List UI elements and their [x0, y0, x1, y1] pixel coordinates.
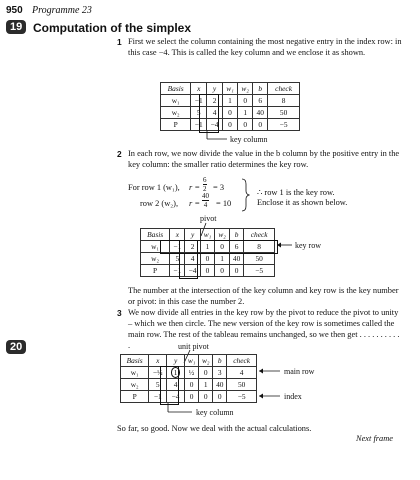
table-cell: 2	[207, 95, 223, 107]
table-cell: −½	[149, 367, 167, 379]
header-cell: w₂	[238, 83, 253, 95]
table-cell: ½	[184, 367, 198, 379]
header-cell: check	[268, 83, 300, 95]
ratio-r: r =	[189, 199, 201, 208]
key-column-pointer	[199, 130, 229, 144]
main-row-arrow	[258, 366, 282, 376]
header-cell: Basis	[121, 355, 149, 367]
simplex-table-3	[120, 354, 257, 403]
header-cell: w₁	[222, 83, 237, 95]
table-cell: P	[141, 265, 170, 277]
header-cell: y	[185, 229, 200, 241]
step3-text: We now divide all entries in the key row by the pivot to reduce the pivot to unity – which we then circle. The new version of the key row is sometimes called the main row. The rest of the tableau remains unchanged, so we then get . . . . . . . . . . .	[128, 308, 400, 350]
ratio-brace	[240, 178, 250, 212]
table-cell: 40	[213, 379, 227, 391]
index-row-label: index	[284, 392, 302, 401]
key-row-arrow	[276, 240, 294, 250]
table-row	[141, 265, 275, 277]
table-cell: w₂	[121, 379, 149, 391]
table-cell: −5	[244, 265, 275, 277]
table-cell: 4	[227, 367, 257, 379]
table-cell: P	[161, 119, 191, 131]
table-cell: 1	[238, 107, 253, 119]
table-cell: 3	[213, 367, 227, 379]
table-cell: w₁	[141, 241, 170, 253]
header-cell: b	[229, 229, 243, 241]
table-cell: 0	[215, 241, 230, 253]
table-cell: 5	[170, 253, 185, 265]
header-cell: Basis	[161, 83, 191, 95]
table-cell: 0	[184, 379, 198, 391]
table-cell: 6	[229, 241, 243, 253]
table-cell: 1	[215, 253, 230, 265]
header-cell: y	[167, 355, 185, 367]
table-cell: 0	[253, 119, 268, 131]
table-cell: P	[121, 391, 149, 403]
table-row	[161, 95, 300, 107]
ratio-row2-label: row 2 (w₂),	[140, 199, 179, 208]
table-cell: w₁	[161, 95, 191, 107]
table-cell: w₂	[141, 253, 170, 265]
header-cell: b	[253, 83, 268, 95]
table-cell: 40	[253, 107, 268, 119]
table-cell: −1	[170, 241, 185, 253]
section-title: Computation of the simplex	[33, 21, 192, 35]
frame-number-badge: 19	[6, 20, 26, 34]
closing-text: So far, so good. Now we deal with the actual calculations.	[117, 424, 312, 433]
table-cell: 1	[222, 95, 237, 107]
pivot-label: pivot	[200, 214, 217, 223]
header-cell: x	[191, 83, 207, 95]
table-cell: 1	[200, 241, 215, 253]
programme-title: Programme 23	[32, 5, 92, 16]
index-row-arrow	[258, 391, 282, 401]
ratio-row1-result: = 3	[213, 183, 225, 192]
next-frame-label: Next frame	[356, 434, 393, 443]
header-cell: x	[149, 355, 167, 367]
table-cell: w₂	[161, 107, 191, 119]
header-cell: x	[170, 229, 185, 241]
header-cell: check	[244, 229, 275, 241]
key-column-pointer	[160, 403, 194, 417]
header-cell: w₂	[199, 355, 213, 367]
header-cell: w₂	[215, 229, 230, 241]
key-row-label: key row	[295, 241, 321, 250]
table-row	[121, 379, 257, 391]
table-cell: 0	[200, 253, 215, 265]
table-row	[141, 253, 275, 265]
table-cell: −4	[167, 391, 185, 403]
pivot-explanation: The number at the intersection of the key column and key row is the key number or pivot: in this case the number 2.	[128, 286, 399, 306]
key-row-conclusion: ∴ row 1 is the key row.	[257, 188, 335, 197]
table-row	[161, 107, 300, 119]
table-cell: 50	[268, 107, 300, 119]
table-cell: w₁	[121, 367, 149, 379]
unit-pivot-label: unit pivot	[178, 342, 209, 351]
table-cell: −1	[170, 265, 185, 277]
header-cell: b	[213, 355, 227, 367]
table-cell: −5	[227, 391, 257, 403]
table-cell: 0	[199, 391, 213, 403]
table-cell: −1	[191, 119, 207, 131]
key-column-highlight	[160, 366, 179, 405]
frame-number-badge: 20	[6, 340, 26, 354]
unit-pivot-circle: 1	[171, 367, 181, 378]
table-cell: 1	[199, 379, 213, 391]
simplex-table-1	[160, 82, 300, 131]
table-cell: −1	[191, 95, 207, 107]
table-cell: 50	[227, 379, 257, 391]
table-header-row	[141, 229, 275, 241]
header-cell: check	[227, 355, 257, 367]
main-row-label: main row	[284, 367, 315, 376]
step-number: 3	[117, 308, 122, 318]
table-cell: 0	[222, 107, 237, 119]
header-cell: Basis	[141, 229, 170, 241]
table-cell: 4	[185, 253, 200, 265]
table-cell: 6	[253, 95, 268, 107]
enclose-note: Enclose it as shown below.	[257, 198, 348, 207]
table-cell: 0	[200, 265, 215, 277]
table-cell: 0	[238, 95, 253, 107]
table-cell: 0	[199, 367, 213, 379]
step1-text: First we select the column containing the most negative entry in the index row: in this case −4. This is called the key column and we enclose it as shown.	[128, 37, 402, 57]
ratio-row2-result: = 10	[216, 199, 232, 208]
table-cell: 4	[207, 107, 223, 119]
key-column-highlight	[199, 94, 219, 133]
table-cell: 2	[185, 241, 200, 253]
table-cell: 50	[244, 253, 275, 265]
step-number: 2	[117, 149, 122, 159]
ratio-row2-fraction: $\frac{40}{4}$	[202, 192, 209, 209]
table-cell: 0	[238, 119, 253, 131]
table-cell: 40	[229, 253, 243, 265]
key-row-highlight	[160, 240, 278, 254]
table-cell: 0	[222, 119, 237, 131]
table-cell: −4	[207, 119, 223, 131]
table-cell: −1	[149, 391, 167, 403]
table-row	[161, 119, 300, 131]
table-cell: 0	[213, 391, 227, 403]
table-cell: −5	[268, 119, 300, 131]
table-cell: −4	[185, 265, 200, 277]
ratio-row1-label: For row 1 (w₁),	[128, 183, 180, 192]
table-row	[121, 367, 257, 379]
ratio-row1-fraction: $\frac{6}{2}$	[203, 176, 207, 193]
table-header-row	[161, 83, 300, 95]
header-cell: w₁	[200, 229, 215, 241]
step-number: 1	[117, 37, 122, 47]
header-cell: y	[207, 83, 223, 95]
page-number: 950	[6, 5, 23, 16]
table-cell: 0	[229, 265, 243, 277]
table-row	[121, 391, 257, 403]
table-cell: 0	[184, 391, 198, 403]
table-cell: 0	[215, 265, 230, 277]
table-cell: 5	[191, 107, 207, 119]
table-cell: 5	[149, 379, 167, 391]
table-cell: 8	[244, 241, 275, 253]
table-cell: 4	[167, 379, 185, 391]
ratio-r: r =	[189, 183, 201, 192]
header-cell: w₁	[184, 355, 198, 367]
key-column-label: key column	[196, 408, 234, 417]
key-column-label: key column	[230, 135, 268, 144]
step2-text: In each row, we now divide the value in the b column by the positive entry in the key column: the smaller ratio determines the key row.	[128, 149, 400, 169]
table-header-row	[121, 355, 257, 367]
table-cell: 8	[268, 95, 300, 107]
